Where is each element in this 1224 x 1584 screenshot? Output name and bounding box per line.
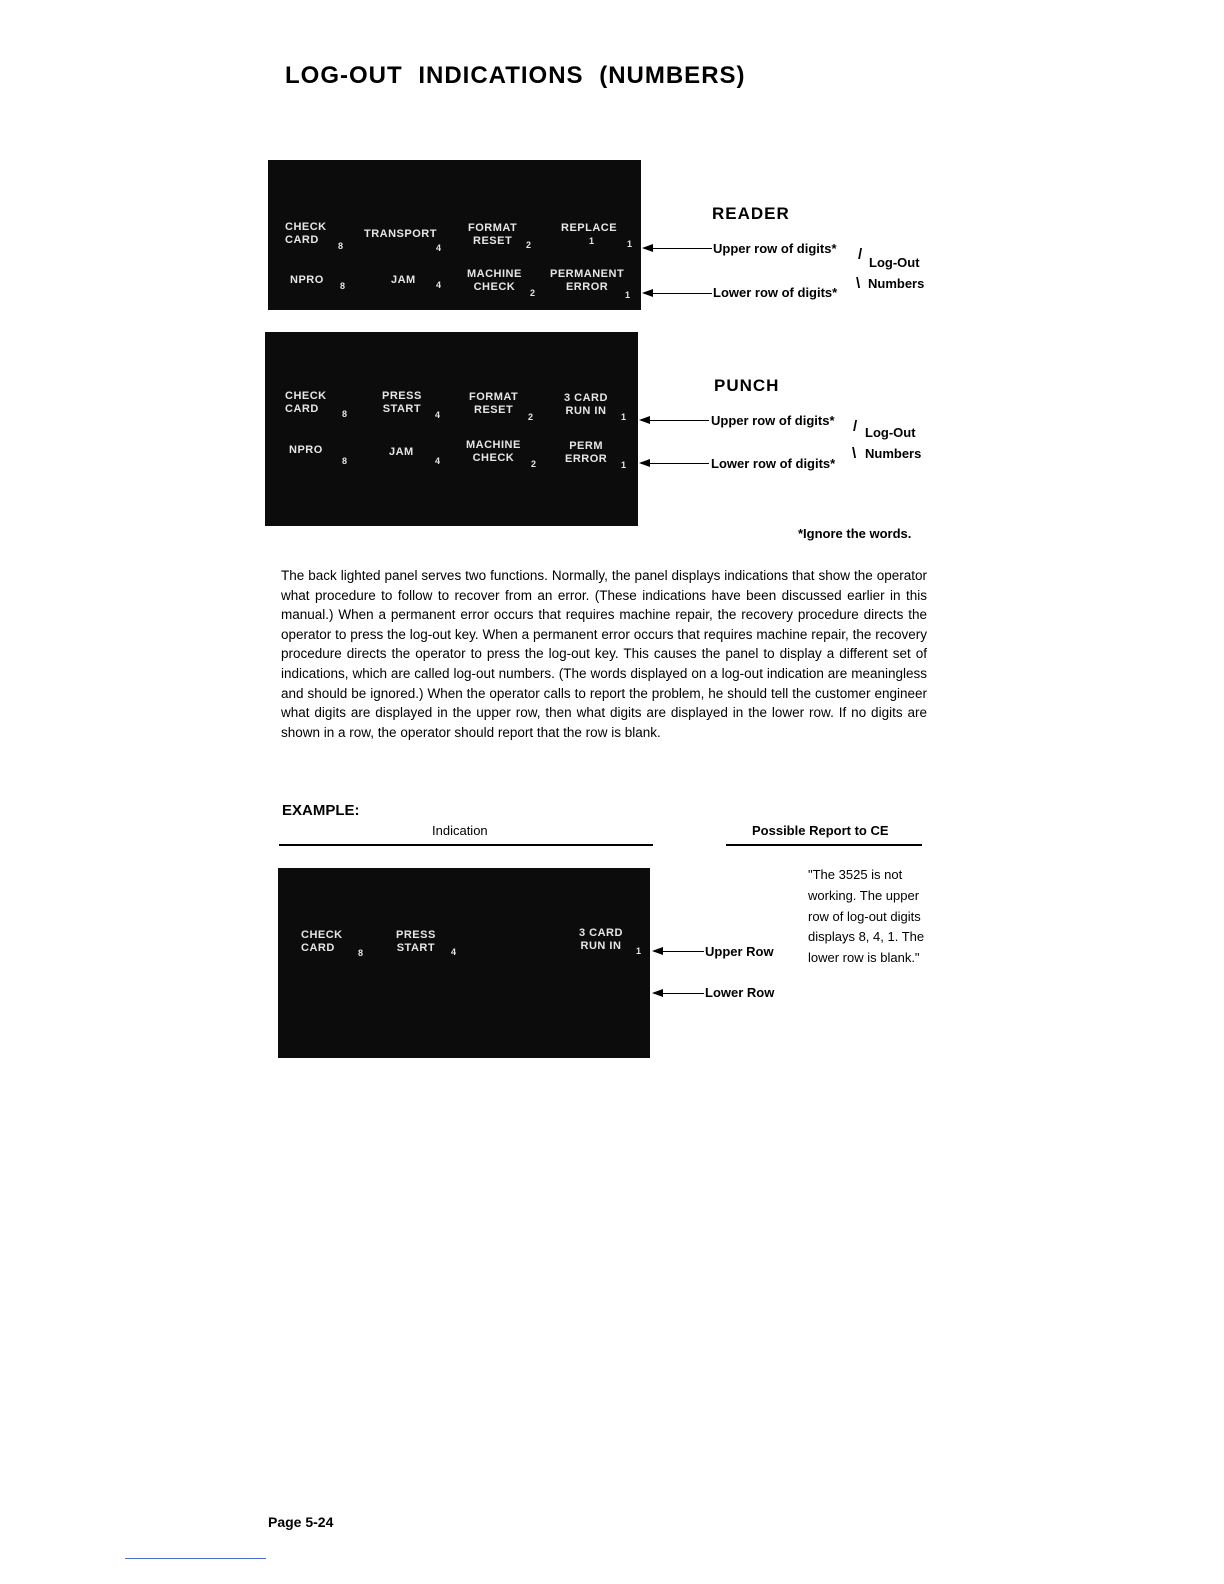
report-column-header: Possible Report to CE bbox=[752, 823, 889, 838]
example-lower-label: Lower Row bbox=[705, 985, 775, 1000]
example-lower-arrow-icon bbox=[654, 993, 704, 994]
punch-perm-error-digit: 1 bbox=[621, 460, 627, 470]
page-title: LOG-OUT INDICATIONS (NUMBERS) bbox=[285, 62, 746, 89]
example-upper-label: Upper Row bbox=[705, 944, 774, 959]
punch-lower-label: Lower row of digits* bbox=[711, 456, 836, 471]
punch-check-card: CHECK CARD bbox=[285, 390, 327, 415]
brace-bottom-icon: \ bbox=[856, 275, 861, 292]
reader-replace-digit: 1 bbox=[589, 236, 595, 246]
reader-format-reset-digit: 2 bbox=[526, 240, 532, 250]
brace-top-icon: / bbox=[853, 418, 858, 435]
brace-top-icon: / bbox=[858, 246, 863, 263]
page-number: Page 5-24 bbox=[268, 1514, 334, 1530]
reader-upper-arrow-icon bbox=[644, 248, 712, 249]
punch-npro: NPRO bbox=[289, 444, 323, 456]
example-check-card: CHECK CARD bbox=[301, 929, 343, 954]
indication-column-header: Indication bbox=[432, 823, 488, 838]
example-3-card-run-in: 3 CARD RUN IN bbox=[579, 927, 623, 952]
example-panel bbox=[278, 868, 650, 1058]
punch-lower-arrow-icon bbox=[641, 463, 709, 464]
punch-panel bbox=[265, 332, 638, 526]
reader-numbers-label: Numbers bbox=[868, 276, 925, 291]
reader-log-out-label: Log-Out bbox=[869, 255, 920, 270]
example-3-card-run-in-digit: 1 bbox=[636, 946, 642, 956]
example-check-card-digit: 8 bbox=[358, 948, 364, 958]
footnote: *Ignore the words. bbox=[798, 526, 912, 541]
reader-replace-mark: 1 bbox=[627, 239, 633, 249]
punch-machine-check-digit: 2 bbox=[531, 459, 537, 469]
punch-numbers-label: Numbers bbox=[865, 446, 922, 461]
indication-underline bbox=[279, 844, 653, 846]
reader-check-card: CHECK CARD bbox=[285, 221, 327, 246]
punch-jam: JAM bbox=[389, 446, 414, 458]
report-underline bbox=[726, 844, 922, 846]
reader-panel bbox=[268, 160, 641, 310]
reader-format-reset: FORMAT RESET bbox=[468, 222, 518, 247]
punch-format-reset-digit: 2 bbox=[528, 412, 534, 422]
reader-check-card-digit: 8 bbox=[338, 241, 344, 251]
punch-heading: PUNCH bbox=[714, 376, 780, 395]
reader-lower-arrow-icon bbox=[644, 293, 712, 294]
punch-npro-digit: 8 bbox=[342, 456, 348, 466]
example-upper-arrow-icon bbox=[654, 951, 704, 952]
reader-jam: JAM bbox=[391, 274, 416, 286]
reader-lower-label: Lower row of digits* bbox=[713, 285, 838, 300]
reader-machine-check: MACHINE CHECK bbox=[467, 268, 522, 293]
reader-permanent-error: PERMANENT ERROR bbox=[550, 268, 625, 293]
reader-heading: READER bbox=[712, 204, 790, 223]
reader-replace: REPLACE bbox=[561, 222, 618, 234]
example-press-start: PRESS START bbox=[396, 929, 436, 954]
punch-check-card-digit: 8 bbox=[342, 409, 348, 419]
reader-transport: TRANSPORT bbox=[364, 228, 437, 240]
punch-press-start-digit: 4 bbox=[435, 410, 441, 420]
example-heading: EXAMPLE: bbox=[282, 802, 360, 819]
report-quote: "The 3525 is not working. The upper row of log-out digits displays 8, 4, 1. The lower row is blank." bbox=[808, 867, 925, 966]
punch-3-card-run-in-digit: 1 bbox=[621, 412, 627, 422]
punch-machine-check: MACHINE CHECK bbox=[466, 439, 521, 464]
example-press-start-digit: 4 bbox=[451, 947, 457, 957]
reader-machine-check-digit: 2 bbox=[530, 288, 536, 298]
punch-jam-digit: 4 bbox=[435, 456, 441, 466]
footer-rule bbox=[125, 1558, 266, 1559]
punch-log-out-label: Log-Out bbox=[865, 425, 916, 440]
punch-press-start: PRESS START bbox=[382, 390, 422, 415]
reader-jam-digit: 4 bbox=[436, 280, 442, 290]
body-paragraph bbox=[281, 566, 927, 742]
punch-upper-label: Upper row of digits* bbox=[711, 413, 835, 428]
reader-npro: NPRO bbox=[290, 274, 324, 286]
reader-npro-digit: 8 bbox=[340, 281, 346, 291]
brace-bottom-icon: \ bbox=[852, 445, 857, 462]
body-text: The back lighted panel serves two functions. Normally, the panel displays indications that show the operator what procedure to follow to recover from an error. (These indications have been discussed earlier in this manual.) When a permanent error occurs that requires machine repair, the recovery procedure directs the operator to press the log-out key. When a permanent error occurs that requires machine repair, the recovery procedure directs the operator to press the log-out key. This causes the panel to display a different set of indications, which are called log-out numbers. (The words displayed on a log-out indication are meaningless and should be ignored.) When the operator calls to report the problem, he should tell the customer engineer what digits are displayed in the upper row, then what digits are displayed in the lower row. If no digits are shown in a row, the operator should report that the row is blank. bbox=[281, 568, 927, 740]
punch-upper-arrow-icon bbox=[641, 420, 709, 421]
punch-format-reset: FORMAT RESET bbox=[469, 391, 519, 416]
punch-3-card-run-in: 3 CARD RUN IN bbox=[564, 392, 608, 417]
reader-transport-digit: 4 bbox=[436, 243, 442, 253]
reader-permanent-error-digit: 1 bbox=[625, 290, 631, 300]
punch-perm-error: PERM ERROR bbox=[565, 440, 608, 465]
reader-upper-label: Upper row of digits* bbox=[713, 241, 837, 256]
